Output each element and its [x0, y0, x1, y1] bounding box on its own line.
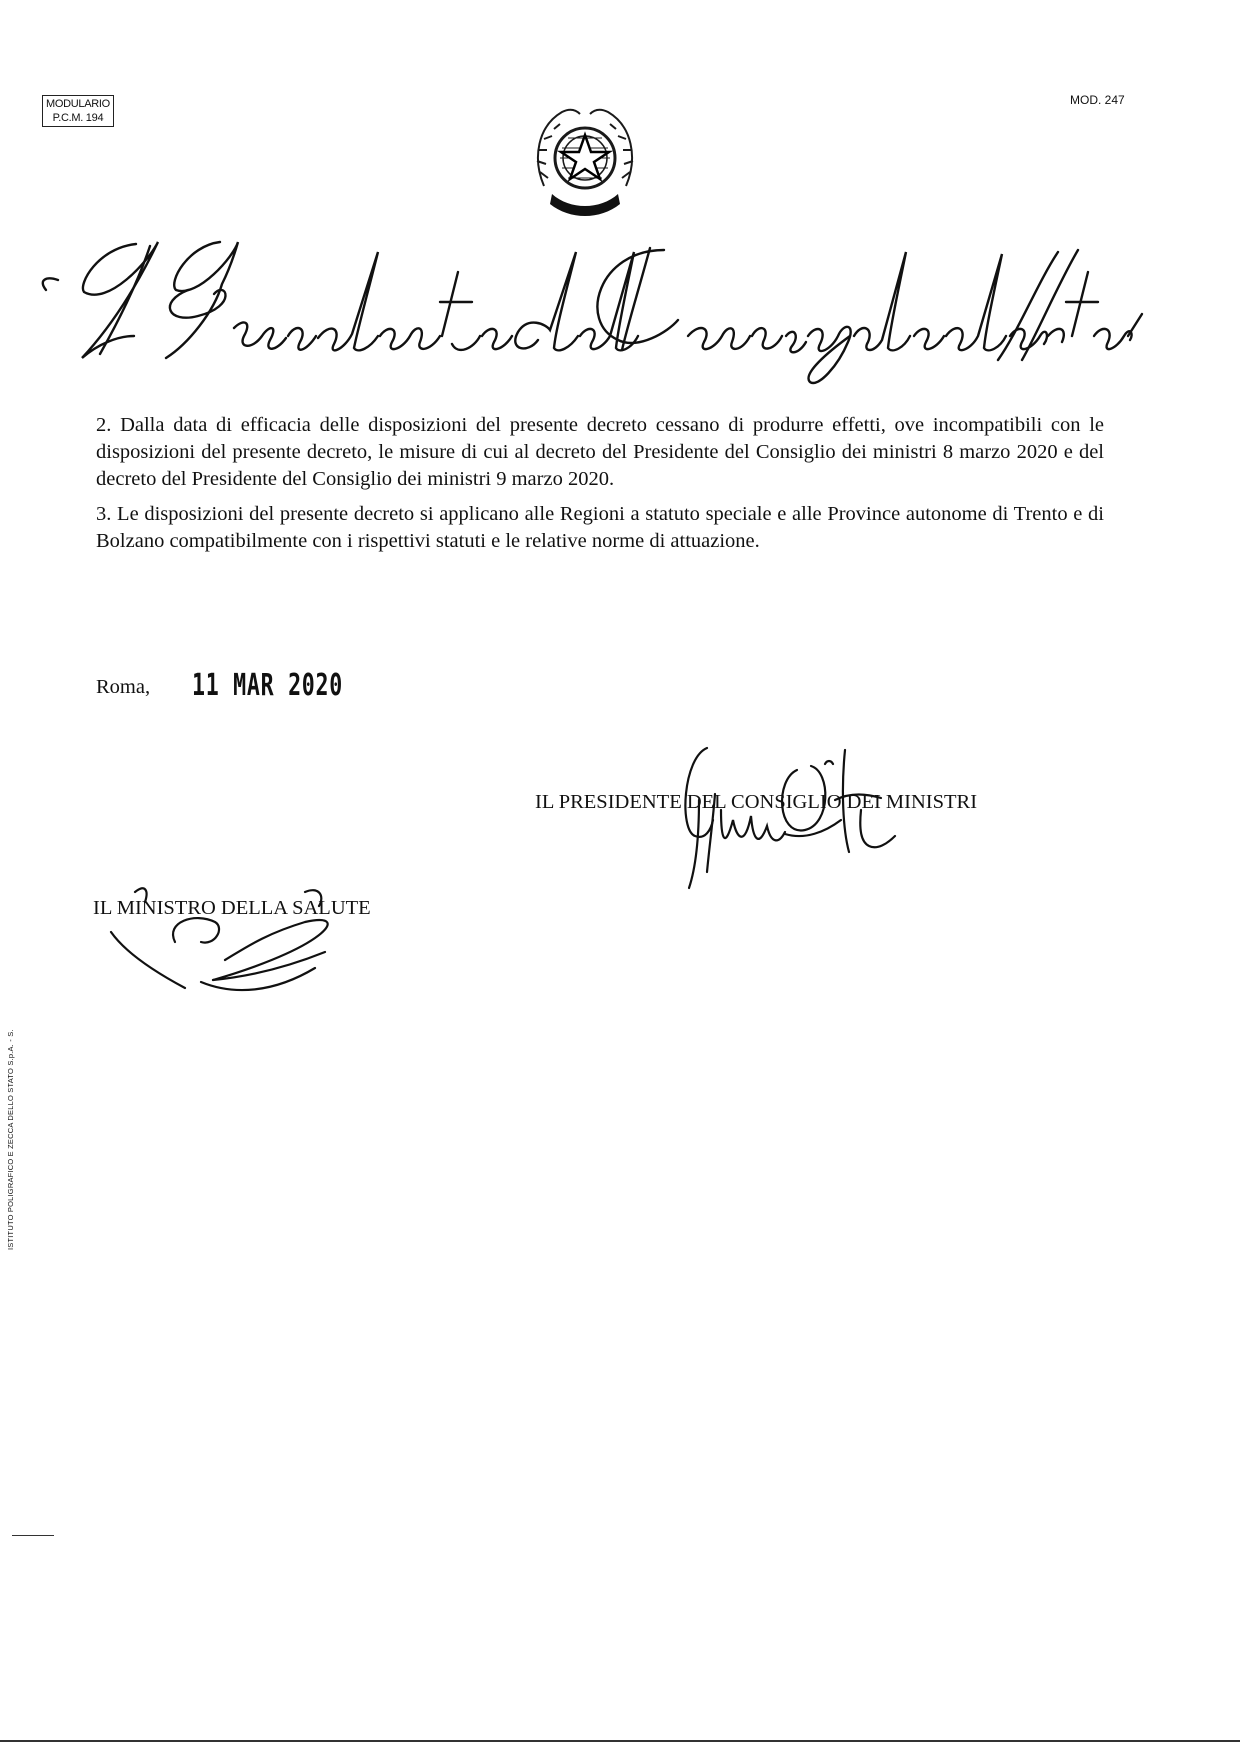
masthead-calligraphy [38, 232, 1148, 387]
paragraph-3: 3. Le disposizioni del presente decreto si applicano alle Regioni a statuto speciale e alle Province autonome di Trento e di Bolzano compatibilmente con i rispettivi statuti e le relative norme di attuazione. [96, 503, 1104, 552]
minister-signature-icon [105, 872, 365, 1002]
minister-signature-label: IL MINISTRO DELLA SALUTE [93, 897, 371, 919]
margin-mark [12, 1535, 54, 1536]
italian-emblem-icon [530, 98, 640, 223]
model-code: MOD. 247 [1070, 93, 1125, 107]
paragraph-2: 2. Dalla data di efficacia delle disposizioni del presente decreto cessano di produrre effetti, ove incompatibili con le disposizioni del presente decreto, le misure di cui al decreto del Presidente del Consiglio dei ministri 8 marzo 2020 e del decreto del Presidente del Consiglio dei ministri 9 marzo 2020. [96, 414, 1104, 490]
president-signature-icon [655, 740, 955, 890]
printer-imprint: ISTITUTO POLIGRAFICO E ZECCA DELLO STATO S.p.A. - S. [6, 1029, 15, 1250]
date-place: Roma, [96, 676, 151, 698]
date-stamp: 11 MAR 2020 [192, 668, 343, 703]
form-code-line-1: MODULARIO [46, 98, 110, 110]
bottom-rule [0, 1740, 1240, 1742]
form-code-box [42, 95, 114, 127]
form-code-line-2: P.C.M. 194 [52, 112, 104, 124]
president-signature-label: IL PRESIDENTE DEL CONSIGLIO DEI MINISTRI [535, 791, 978, 813]
decree-body [96, 412, 1104, 563]
